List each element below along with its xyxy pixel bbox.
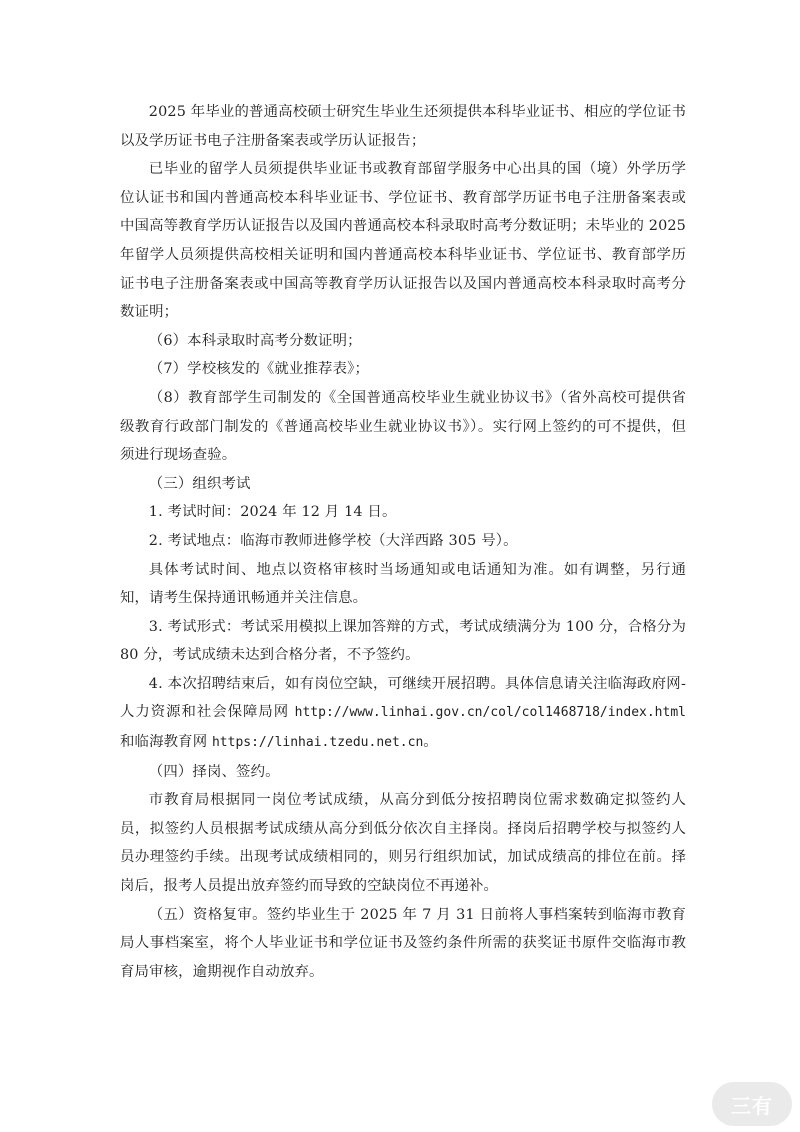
paragraph-exam-notice: 具体考试时间、地点以资格审核时当场通知或电话通知为准。如有调整，另行通知，请考生保持通讯畅通并关注信息。 — [120, 561, 686, 607]
paragraph-exam-time: 1. 考试时间：2024 年 12 月 14 日。 — [148, 504, 397, 521]
item4-text-after: 。 — [423, 734, 438, 751]
hr-bureau-url-link[interactable]: http://www.linhai.gov.cn/col/col1468718/index.html — [294, 705, 686, 721]
paragraph-masters-requirements: 2025 年毕业的普通高校硕士研究生毕业生还须提供本科毕业证书、相应的学位证书以及学历证书电子注册备案表或学历认证报告； — [120, 104, 686, 149]
paragraph-item-7: （7）学校核发的《就业推荐表》； — [148, 361, 370, 378]
paragraph-exam-location: 2. 考试地点：临海市教师进修学校（大洋西路 305 号）。 — [148, 532, 518, 549]
section-heading-selection: （四）择岗、签约。 — [148, 763, 280, 780]
education-site-url-link[interactable]: https://linhai.tzedu.net.cn — [211, 735, 424, 751]
paragraph-item-8: （8）教育部学生司制发的《全国普通高校毕业生就业协议书》（省外高校可提供省级教育行政部门制发的《普通高校毕业生就业协议书》）。实行网上签约的可不提供，但须进行现场查验。 — [120, 389, 686, 464]
paragraph-item-4-recruitment — [120, 670, 686, 758]
paragraph-qualification-review: （五）资格复审。签约毕业生于 2025 年 7 月 31 日前将人事档案转到临海市教育局人事档案室，将个人毕业证书和学位证书及签约条件所需的获奖证书原件交临海市教育局审核，逾期视作自动放弃。 — [120, 906, 686, 980]
paragraph-item-6: （6）本科录取时高考分数证明； — [148, 332, 362, 349]
paragraph-selection-process: 市教育局根据同一岗位考试成绩，从高分到低分按招聘岗位需求数确定拟签约人员，拟签约人员根据考试成绩从高分到低分依次自主择岗。择岗后招聘学校与拟签约人员办理签约手续。出现考试成绩相同的，则另行组织加试，加试成绩高的排位在前。择岗后，报考人员提出放弃签约而导致的空缺岗位不再递补。 — [120, 792, 686, 895]
watermark-logo — [712, 1082, 792, 1126]
section-heading-exam: （三）组织考试 — [148, 475, 251, 492]
watermark-text: 三有 — [731, 1093, 773, 1118]
paragraph-exam-format: 3. 考试形式：考试采用模拟上课加答辩的方式，考试成绩满分为 100 分，合格分为 80 分，考试成绩未达到合格分者，不予签约。 — [120, 618, 686, 664]
item4-text-middle: 和临海教育网 — [120, 734, 212, 751]
paragraph-overseas-requirements: 已毕业的留学人员须提供毕业证书或教育部留学服务中心出具的国（境）外学历学位认证书和国内普通高校本科毕业证书、学位证书、教育部学历证书电子注册备案表或中国高等教育学历认证报告以及国内普通高校本科录取时高考分数证明；未毕业的 2025 年留学人员须提供高校相关证明和国内普通高校本科毕业证书、学位证书、教育部学历证书电子注册备案表或中国高等教育学历认证报告以及国内普通高校本科录取时高考分数证明； — [120, 161, 686, 321]
item4-text-before: 4. 本次招聘结束后，如有岗位空缺，可继续开展招聘。具体信息请关注临海政府网-人力资源和社会保障局网 — [120, 675, 686, 721]
document-body — [120, 98, 686, 986]
